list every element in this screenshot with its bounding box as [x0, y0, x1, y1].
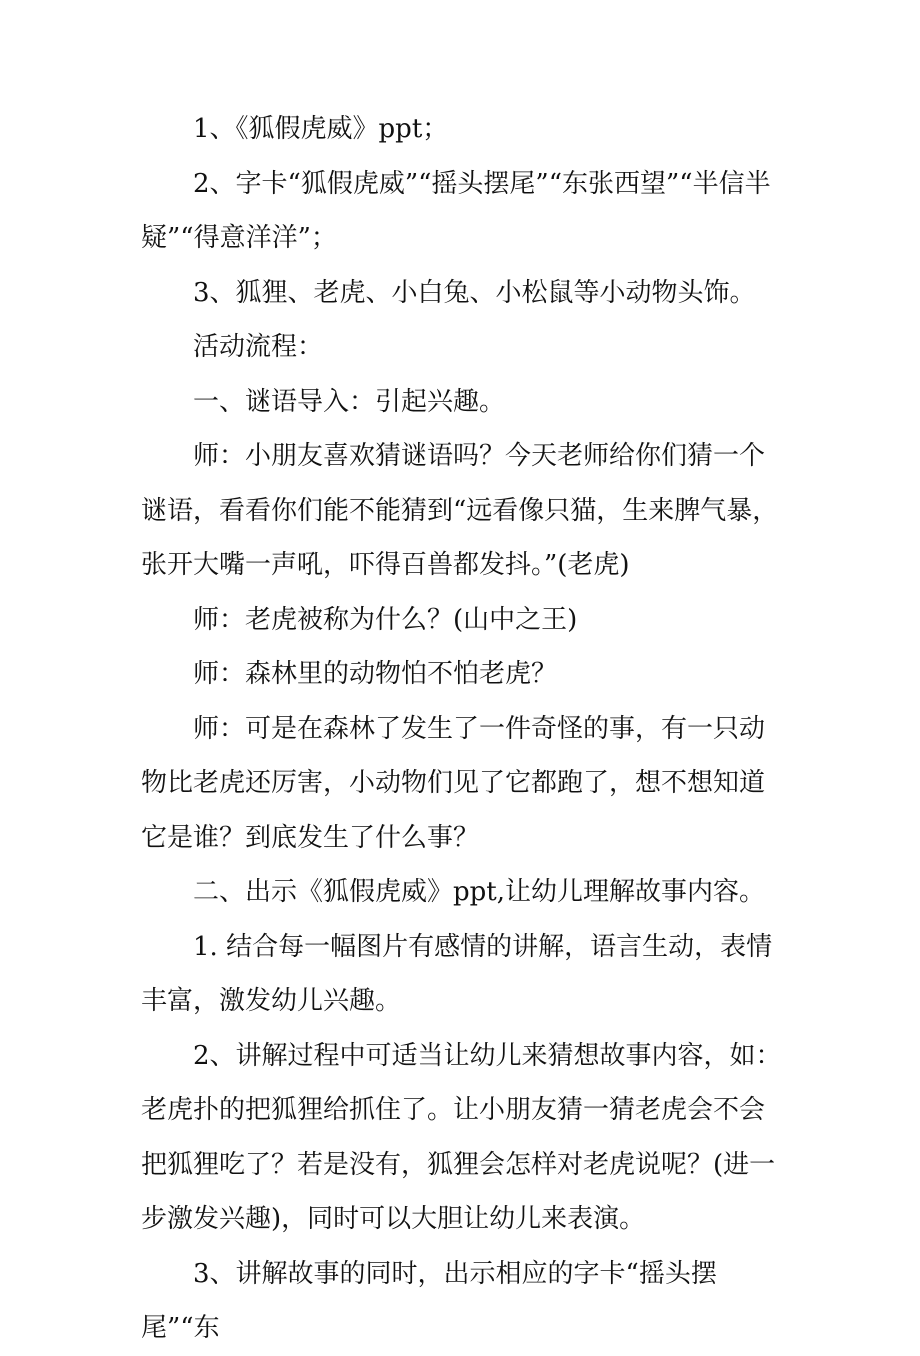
teacher-line-strange-event: 师：可是在森林了发生了一件奇怪的事，有一只动物比老虎还厉害，小动物们见了它都跑了，想不想知道它是谁？到底发生了什么事？ [141, 713, 766, 853]
step-detail-2: 2、讲解过程中可适当让幼儿来猜想故事内容，如：老虎扑的把狐狸给抓住了。让小朋友猜一猜老虎会不会把狐狸吃了？若是没有，狐狸会怎样对老虎说呢？(进一步激发兴趣)，同时可以大胆让幼儿来表演。 [141, 1040, 782, 1234]
teacher-line-fear-question: 师：森林里的动物怕不怕老虎？ [193, 659, 558, 689]
step-heading-riddle-intro: 一、谜语导入：引起兴趣。 [193, 386, 506, 417]
teacher-line-king-question: 师：老虎被称为什么？(山中之王) [193, 604, 578, 635]
step-heading-show-ppt: 二、出示《狐假虎威》ppt,让幼儿理解故事内容。 [193, 877, 766, 907]
materials-item-2: 2、字卡“狐假虎威”“摇头摆尾”“东张西望”“半信半疑”“得意洋洋”； [141, 168, 771, 253]
step-detail-1: 1. 结合每一幅图片有感情的讲解，语言生动，表情丰富，激发幼儿兴趣。 [141, 931, 773, 1016]
section-heading-activity-process: 活动流程： [193, 332, 324, 362]
materials-item-1: 1、《狐假虎威》ppt； [193, 114, 449, 144]
materials-item-3: 3、狐狸、老虎、小白兔、小松鼠等小动物头饰。 [193, 277, 756, 308]
step-detail-3: 3、讲解故事的同时，出示相应的字卡“摇头摆尾”“东 [141, 1258, 717, 1343]
teacher-line-riddle: 师：小朋友喜欢猜谜语吗？今天老师给你们猜一个谜语，看看你们能不能猜到“远看像只猫，生来脾气暴，张开大嘴一声吼，吓得百兽都发抖。”(老虎) [141, 441, 779, 580]
document-body [141, 102, 783, 1356]
